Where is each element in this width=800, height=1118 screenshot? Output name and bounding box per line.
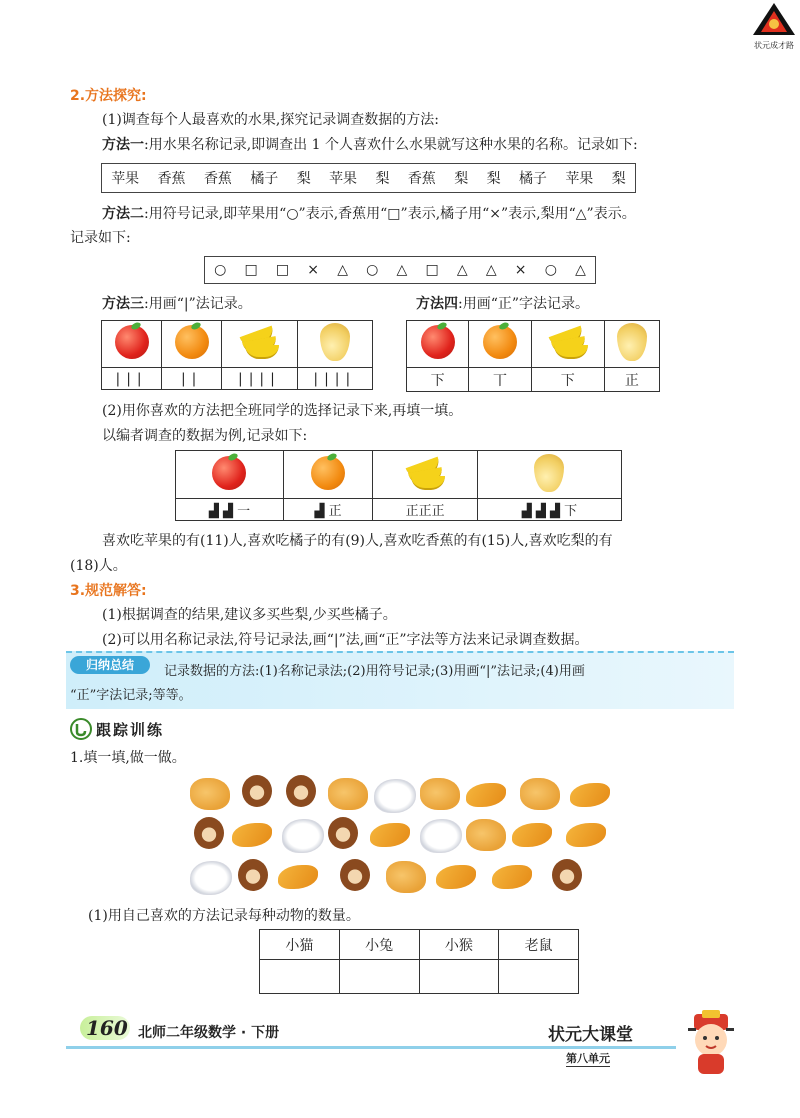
method4-table <box>406 320 660 392</box>
squirrel-icon <box>466 783 506 807</box>
method2-text: :用符号记录,即苹果用“○”表示,香蕉用“□”表示,橘子用“×”表示,梨用“△”表示。 <box>144 206 636 222</box>
method3-line <box>102 294 252 314</box>
symbol: △ <box>337 262 348 278</box>
cat-icon <box>520 778 560 810</box>
method4-label: 方法四 <box>416 296 458 312</box>
symbol: × <box>514 262 527 278</box>
answer-cell-cat[interactable] <box>260 960 340 994</box>
animals-image <box>190 773 616 898</box>
pear-icon <box>534 454 564 492</box>
method2-label: 方法二 <box>102 206 144 222</box>
symbol: △ <box>485 262 497 278</box>
book-title: 北师二年级数学 · 下册 <box>138 1025 280 1041</box>
animal-count-table <box>259 929 579 994</box>
cat-icon <box>190 778 230 810</box>
apple-icon <box>212 456 246 490</box>
class-marks-pear: ▟ ▟ ▟ 下 <box>477 499 621 521</box>
zheng-apple: 下 <box>407 368 469 392</box>
part2-line2: 以编者调查的数据为例,记录如下: <box>102 428 308 444</box>
answer-cell-rabbit[interactable] <box>339 960 419 994</box>
method1-name: 梨 <box>375 171 390 187</box>
method2-line <box>102 204 636 224</box>
pear-cell <box>604 321 659 368</box>
publisher-logo <box>752 2 796 50</box>
section2-intro: (1)调查每个人最喜欢的水果,探究记录调查数据的方法: <box>102 112 439 128</box>
header-rabbit: 小兔 <box>339 930 419 960</box>
method1-name: 苹果 <box>565 171 594 187</box>
section2-title: 2.方法探究: <box>70 88 147 104</box>
header-mouse: 老鼠 <box>499 930 579 960</box>
method3-text: :用画“|”法记录。 <box>144 296 252 312</box>
banana-cell <box>222 321 297 368</box>
cat-icon <box>328 778 368 810</box>
squirrel-icon <box>570 783 610 807</box>
squirrel-icon <box>370 823 410 847</box>
answer-cell-monkey[interactable] <box>419 960 499 994</box>
squirrel-icon <box>512 823 552 847</box>
orange-icon <box>483 325 517 359</box>
mascot-image <box>676 1008 746 1078</box>
symbol: × <box>307 262 320 278</box>
zheng-banana: 下 <box>531 368 604 392</box>
method4-text: :用画“正”字法记录。 <box>458 296 590 312</box>
orange-cell <box>283 451 372 499</box>
method1-name: 梨 <box>454 171 469 187</box>
method2-text2: 记录如下: <box>70 230 131 246</box>
monkey-icon <box>238 859 268 891</box>
method1-name: 苹果 <box>329 171 358 187</box>
banana-cell <box>373 451 478 499</box>
q1-sub: (1)用自己喜欢的方法记录每种动物的数量。 <box>88 908 360 924</box>
method4-line <box>416 294 589 314</box>
method1-name: 香蕉 <box>407 171 436 187</box>
class-marks-banana: 正正正 <box>373 499 478 521</box>
tally-orange: || <box>162 368 222 390</box>
page-number-text: 160 <box>86 1016 128 1040</box>
rabbit-icon <box>282 819 324 853</box>
section3-title: 3.规范解答: <box>70 583 147 599</box>
zheng-orange: 丅 <box>469 368 531 392</box>
summary-line1: 记录数据的方法:(1)名称记录法;(2)用符号记录;(3)用画“|”法记录;(4)用画 <box>164 664 585 679</box>
hook-icon <box>70 718 92 740</box>
mascot-icon <box>676 1008 746 1078</box>
banana-icon <box>239 325 279 359</box>
squirrel-icon <box>436 865 476 889</box>
monkey-icon <box>242 775 272 807</box>
answer-line1: 喜欢吃苹果的有(11)人,喜欢吃橘子的有(9)人,喜欢吃香蕉的有(15)人,喜欢吃梨的有 <box>102 533 613 549</box>
apple-icon <box>115 325 149 359</box>
logo-icon <box>752 2 796 36</box>
monkey-icon <box>286 775 316 807</box>
method1-text: :用水果名称记录,即调查出 1 个人喜欢什么水果就写这种水果的名称。记录如下: <box>144 137 638 153</box>
method1-name: 梨 <box>611 171 626 187</box>
squirrel-icon <box>278 865 318 889</box>
method1-names-box <box>101 163 636 193</box>
summary-badge-label: 归纳总结 <box>85 658 134 672</box>
squirrel-icon <box>492 865 532 889</box>
symbol: ○ <box>214 262 227 278</box>
apple-cell <box>407 321 469 368</box>
class-marks-apple: ▟ ▟ 一 <box>176 499 284 521</box>
monkey-icon <box>340 859 370 891</box>
section3-line2: (2)可以用名称记录法,符号记录法,画“|”法,画“正”字法等方法来记录调查数据。 <box>102 632 589 648</box>
symbol: □ <box>425 262 439 278</box>
answer-line2: (18)人。 <box>70 558 127 574</box>
class-record-table <box>175 450 622 521</box>
part2-line1: (2)用你喜欢的方法把全班同学的选择记录下来,再填一填。 <box>102 403 463 419</box>
brand-name: 状元大课堂 <box>548 1025 633 1045</box>
unit-label: 第八单元 <box>566 1052 610 1065</box>
method1-name: 梨 <box>296 171 311 187</box>
method3-table <box>101 320 373 390</box>
apple-cell <box>102 321 162 368</box>
summary-line2: “正”字法记录;等等。 <box>70 688 192 703</box>
cat-icon <box>466 819 506 851</box>
section3-line1: (1)根据调查的结果,建议多买些梨,少买些橘子。 <box>102 607 397 623</box>
training-title: 跟踪训练 <box>96 720 165 739</box>
monkey-icon <box>194 817 224 849</box>
method1-line <box>102 135 638 155</box>
tally-banana: |||| <box>222 368 297 390</box>
method2-symbols-box <box>204 256 596 284</box>
banana-icon <box>548 325 588 359</box>
logo-text: 状元成才路 <box>754 41 794 50</box>
rabbit-icon <box>190 861 232 895</box>
symbol: △ <box>456 262 468 278</box>
orange-icon <box>311 456 345 490</box>
cat-icon <box>386 861 426 893</box>
header-monkey: 小猴 <box>419 930 499 960</box>
apple-cell <box>176 451 284 499</box>
method3-label: 方法三 <box>102 296 144 312</box>
squirrel-icon <box>232 823 272 847</box>
rabbit-icon <box>420 819 462 853</box>
monkey-icon <box>552 859 582 891</box>
pear-cell <box>297 321 372 368</box>
banana-cell <box>531 321 604 368</box>
orange-cell <box>162 321 222 368</box>
summary-badge <box>70 656 150 674</box>
rabbit-icon <box>374 779 416 813</box>
header-cat: 小猫 <box>260 930 340 960</box>
method1-name: 香蕉 <box>157 171 186 187</box>
orange-cell <box>469 321 531 368</box>
cat-icon <box>420 778 460 810</box>
method1-name: 梨 <box>486 171 501 187</box>
tally-apple: ||| <box>102 368 162 390</box>
symbol: △ <box>575 262 586 278</box>
class-marks-orange: ▟ 正 <box>283 499 372 521</box>
method1-name: 橘子 <box>250 171 279 187</box>
symbol: △ <box>396 262 408 278</box>
pear-cell <box>477 451 621 499</box>
symbol: □ <box>275 262 290 278</box>
method1-name: 橘子 <box>518 171 547 187</box>
symbol: ○ <box>544 262 557 278</box>
answer-cell-mouse[interactable] <box>499 960 579 994</box>
footer-rule <box>66 1046 676 1049</box>
apple-icon <box>421 325 455 359</box>
method1-name: 香蕉 <box>203 171 232 187</box>
pear-icon <box>617 323 647 361</box>
tally-pear: |||| <box>297 368 372 390</box>
squirrel-icon <box>566 823 606 847</box>
symbol: ○ <box>366 262 379 278</box>
pear-icon <box>320 323 350 361</box>
q1-text: 1.填一填,做一做。 <box>70 750 186 766</box>
monkey-icon <box>328 817 358 849</box>
symbol: □ <box>244 262 258 278</box>
banana-icon <box>405 456 445 490</box>
training-header <box>70 718 164 740</box>
orange-icon <box>175 325 209 359</box>
method1-label: 方法一 <box>102 137 144 153</box>
zheng-pear: 正 <box>604 368 659 392</box>
method1-name: 苹果 <box>111 171 140 187</box>
